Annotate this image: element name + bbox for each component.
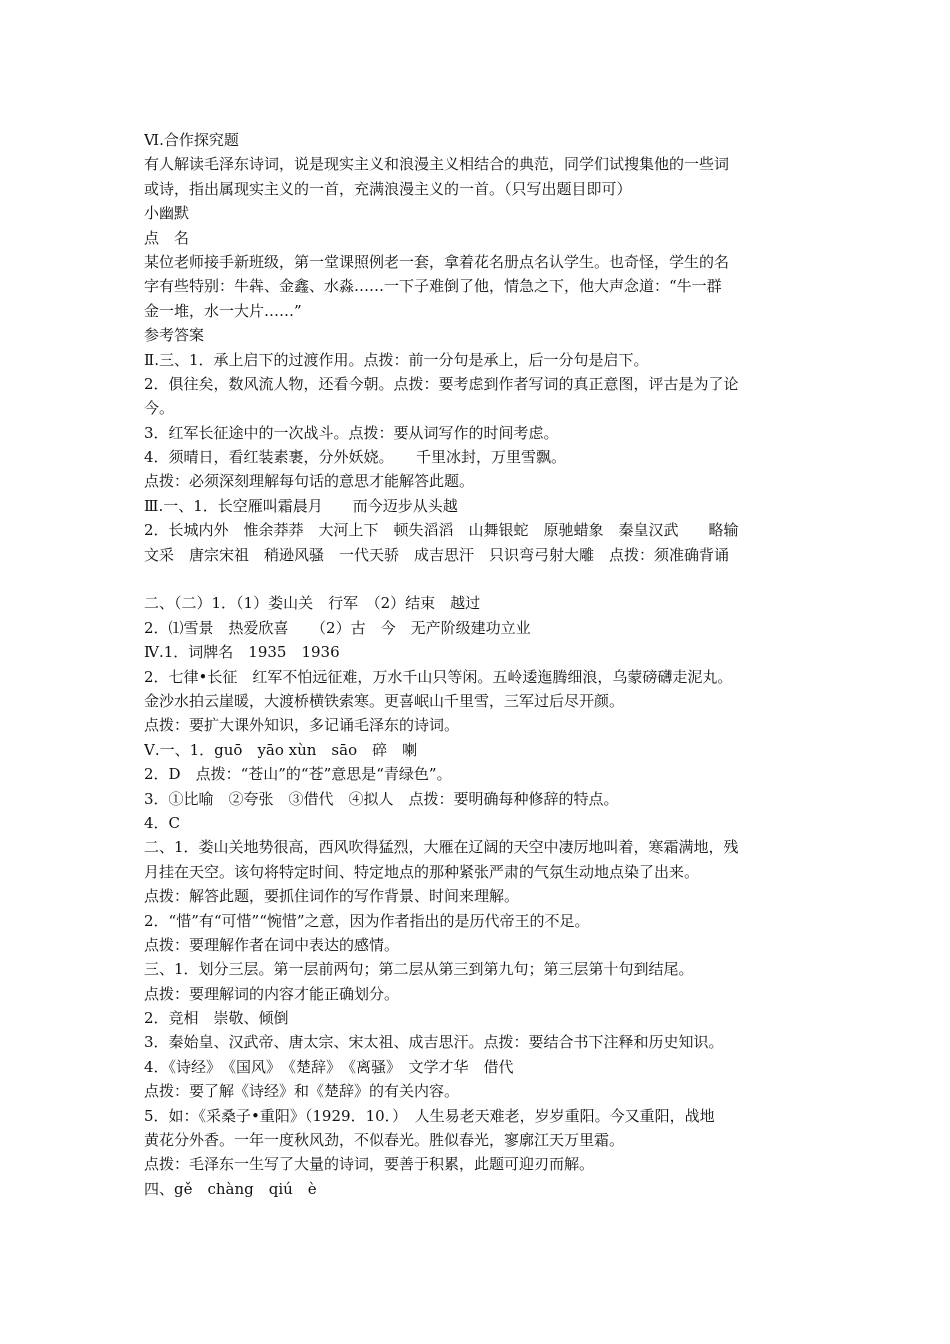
document-body <box>144 128 812 1201</box>
answer-line: 点拨：必须深刻理解每句话的意思才能解答此题。 <box>144 472 475 491</box>
answer-line: 点拨：要理解作者在词中表达的感情。 <box>144 935 400 954</box>
answer-line: 5．如：《采桑子•重阳》（1929．10．） 人生易老天难老，岁岁重阳。今又重阳，战地 <box>144 1106 715 1125</box>
answer-line: Ⅳ.1．词牌名 1935 1936 <box>144 643 340 662</box>
answer-line: 2．D 点拨：“苍山”的“苍”意思是“青绿色”。 <box>144 765 452 784</box>
answer-line: 二、（二）1．（1）娄山关 行军 （2）结束 越过 <box>144 594 481 613</box>
answer-line: 2．“惜”有“可惜”“惋惜”之意，因为作者指出的是历代帝王的不足。 <box>144 911 590 930</box>
text-line: 某位老师接手新班级，第一堂课照例老一套，拿着花名册点名认学生。也奇怪，学生的名 <box>144 252 730 271</box>
answer-line: 2．俱往矣，数风流人物，还看今朝。点拨：要考虑到作者写词的真正意图，评古是为了论 <box>144 374 739 393</box>
answer-line: 金沙水拍云崖暖，大渡桥横铁索寒。更喜岷山千里雪，三军过后尽开颜。 <box>144 691 625 710</box>
answer-line: 点拨：要了解《诗经》和《楚辞》的有关内容。 <box>144 1082 460 1101</box>
section-heading: Ⅵ.合作探究题 <box>144 131 239 149</box>
text-line: 有人解读毛泽东诗词，说是现实主义和浪漫主义相结合的典范，同学们试搜集他的一些词 <box>144 155 730 174</box>
answer-line: 点拨：要扩大课外知识，多记诵毛泽东的诗词。 <box>144 716 460 735</box>
answer-line: 二、1．娄山关地势很高，西风吹得猛烈，大雁在辽阔的天空中凄厉地叫着，寒霜满地，残 <box>144 838 739 857</box>
answer-line: 3．红军长征途中的一次战斗。点拨：要从词写作的时间考虑。 <box>144 423 559 442</box>
answer-line: 今。 <box>144 399 175 418</box>
text-line: 或诗，指出属现实主义的一首，充满浪漫主义的一首。（只写出题目即可） <box>144 179 632 198</box>
answer-line: 2．⑴雪景 热爱欣喜 （2）古 今 无产阶级建功立业 <box>144 618 531 637</box>
text-line: 金一堆，水一大片……” <box>144 301 302 320</box>
answer-line: 2．长城内外 惟余莽莽 大河上下 顿失滔滔 山舞银蛇 原驰蜡象 秦皇汉武 略输 <box>144 521 739 540</box>
section-heading: 小幽默 <box>144 204 190 223</box>
answer-line: 3．①比喻 ②夸张 ③借代 ④拟人 点拨：要明确每种修辞的特点。 <box>144 789 619 808</box>
answer-line: 文采 唐宗宋祖 稍逊风骚 一代天骄 成吉思汗 只识弯弓射大雕 点拨：须准确背诵 <box>144 545 730 564</box>
answer-line: 三、1．划分三层。第一层前两句；第二层从第三到第九句；第三层第十句到结尾。 <box>144 960 694 979</box>
answer-line: Ⅱ.三、1．承上启下的过渡作用。点拨：前一分句是承上，后一分句是启下。 <box>144 350 649 369</box>
answer-line: 3．秦始皇、汉武帝、唐太宗、宋太祖、成吉思汗。点拨：要结合书下注释和历史知识。 <box>144 1033 724 1052</box>
answer-line: 月挂在天空。该句将特定时间、特定地点的那种紧张严肃的气氛生动地点染了出来。 <box>144 862 700 881</box>
answer-line: 点拨：要理解词的内容才能正确划分。 <box>144 984 400 1003</box>
answer-line: 4．须晴日，看红装素裹，分外妖娆。 千里冰封，万里雪飘。 <box>144 448 567 467</box>
answer-line: 4．C <box>144 813 181 832</box>
answer-line: 4．《诗经》 《国风》 《楚辞》 《离骚》 文学才华 借代 <box>144 1057 514 1076</box>
blank-line <box>144 567 812 591</box>
answer-line: 点拨：解答此题，要抓住词作的写作背景、时间来理解。 <box>144 887 520 906</box>
answer-line: 2．七律•长征 红军不怕远征难，万水千山只等闲。五岭逶迤腾细浪，乌蒙磅礴走泥丸。 <box>144 667 733 686</box>
answer-line: Ⅲ.一、1．长空雁叫霜晨月 而今迈步从头越 <box>144 496 458 515</box>
section-heading: 参考答案 <box>144 326 205 345</box>
text-line: 字有些特别：牛犇、金鑫、水淼……一下子难倒了他，情急之下，他大声念道：“牛一群 <box>144 277 722 296</box>
answer-line: 四、gě chàng qiú è <box>144 1179 317 1198</box>
answer-line: Ⅴ.一、1．guō yāo xùn sāo 碎 喇 <box>144 740 418 759</box>
section-heading: 点 名 <box>144 228 190 247</box>
answer-line: 黄花分外香。一年一度秋风劲，不似春光。胜似春光，寥廓江天万里霜。 <box>144 1131 625 1150</box>
answer-line: 点拨：毛泽东一生写了大量的诗词，要善于积累，此题可迎刃而解。 <box>144 1155 595 1174</box>
answer-line: 2．竞相 崇敬、倾倒 <box>144 1009 289 1028</box>
